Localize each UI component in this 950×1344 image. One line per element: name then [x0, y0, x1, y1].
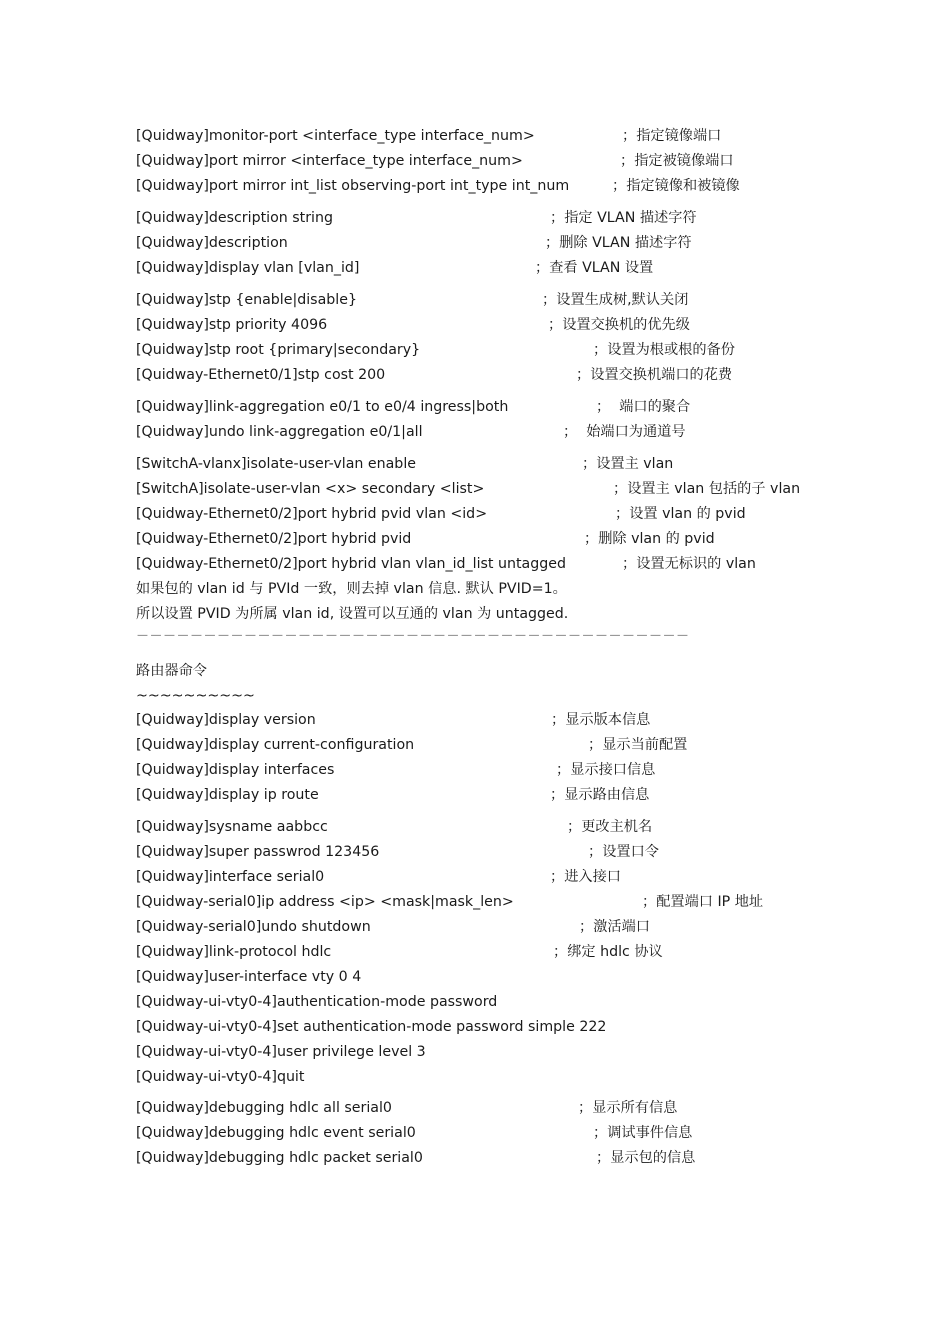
command-line: [Quidway]description — [136, 235, 288, 251]
command-comment: ；设置为根或根的备份 — [593, 342, 735, 358]
command-line: [Quidway]monitor-port <interface_type interface_num> — [136, 128, 535, 144]
command-line: [Quidway]super passwrod 123456 — [136, 844, 380, 860]
command-line: [Quidway]link-aggregation e0/1 to e0/4 ingress|both — [136, 399, 509, 415]
command-comment: ；指定镜像和被镜像 — [612, 178, 740, 194]
command-comment: ；设置主 vlan — [582, 456, 674, 472]
note-text: 如果包的 vlan id 与 PVId 一致，则去掉 vlan 信息. 默认 PVID=1。 — [136, 581, 567, 597]
note-text: 所以设置 PVID 为所属 vlan id, 设置可以互通的 vlan 为 untagged. — [136, 606, 569, 622]
section-heading: 路由器命令 — [136, 663, 207, 679]
command-comment: ；设置主 vlan 包括的子 vlan — [613, 481, 801, 497]
command-line: [Quidway]stp {enable|disable} — [136, 292, 357, 308]
command-comment: ；删除 VLAN 描述字符 — [545, 235, 692, 251]
command-line: [Quidway]sysname aabbcc — [136, 819, 328, 835]
command-line: [SwitchA-vlanx]isolate-user-vlan enable — [136, 456, 416, 472]
command-line: [Quidway]user-interface vty 0 4 — [136, 969, 362, 985]
command-line: [Quidway-Ethernet0/2]port hybrid vlan vlan_id_list untagged — [136, 556, 566, 572]
command-comment: ；配置端口 IP 地址 — [642, 894, 764, 910]
command-line: [Quidway-Ethernet0/2]port hybrid pvid — [136, 531, 412, 547]
command-line: [Quidway]description string — [136, 210, 333, 226]
command-comment: ；显示所有信息 — [578, 1100, 678, 1116]
command-comment: ；进入接口 — [550, 869, 621, 885]
command-comment: ；设置交换机的优先级 — [548, 317, 690, 333]
command-line: [Quidway]display version — [136, 712, 316, 728]
command-line: [Quidway-ui-vty0-4]quit — [136, 1069, 305, 1085]
command-line: [Quidway-ui-vty0-4]authentication-mode password — [136, 994, 498, 1010]
command-comment: ；显示路由信息 — [550, 787, 650, 803]
command-line: [Quidway]debugging hdlc packet serial0 — [136, 1150, 423, 1166]
command-line: [Quidway]display ip route — [136, 787, 319, 803]
command-line: [Quidway-Ethernet0/2]port hybrid pvid vlan <id> — [136, 506, 488, 522]
command-line: [Quidway]link-protocol hdlc — [136, 944, 332, 960]
command-comment: ；设置交换机端口的花费 — [576, 367, 733, 383]
separator-line: －－－－－－－－－－－－－－－－－－－－－－－－－－－－－－－－－－－－－－－－－ — [136, 629, 690, 644]
command-comment: ； 端口的聚合 — [596, 399, 691, 415]
command-comment: ；更改主机名 — [567, 819, 653, 835]
section-underline: ~~~~~~~~~~ — [136, 688, 255, 704]
command-line: [Quidway-ui-vty0-4]set authentication-mode password simple 222 — [136, 1019, 607, 1035]
command-comment: ；设置 vlan 的 pvid — [615, 506, 746, 522]
command-comment: ；设置口令 — [588, 844, 659, 860]
command-comment: ；设置无标识的 vlan — [622, 556, 756, 572]
command-line: [Quidway-serial0]undo shutdown — [136, 919, 371, 935]
command-line: [Quidway]display vlan [vlan_id] — [136, 260, 360, 276]
command-comment: ；查看 VLAN 设置 — [535, 260, 654, 276]
command-comment: ；设置生成树,默认关闭 — [542, 292, 689, 308]
command-line: [Quidway-serial0]ip address <ip> <mask|mask_len> — [136, 894, 514, 910]
command-comment: ；指定镜像端口 — [622, 128, 722, 144]
command-line: [Quidway]display interfaces — [136, 762, 335, 778]
command-comment: ；显示版本信息 — [551, 712, 651, 728]
command-comment: ； 始端口为通道号 — [563, 424, 686, 440]
command-line: [Quidway]debugging hdlc event serial0 — [136, 1125, 416, 1141]
command-comment: ；指定 VLAN 描述字符 — [550, 210, 697, 226]
command-comment: ；显示当前配置 — [588, 737, 688, 753]
command-line: [Quidway]interface serial0 — [136, 869, 325, 885]
command-comment: ；绑定 hdlc 协议 — [553, 944, 663, 960]
command-line: [Quidway]port mirror int_list observing-port int_type int_num — [136, 178, 570, 194]
command-comment: ；显示包的信息 — [596, 1150, 696, 1166]
command-comment: ；激活端口 — [579, 919, 650, 935]
command-line: [Quidway-ui-vty0-4]user privilege level 3 — [136, 1044, 426, 1060]
command-comment: ；删除 vlan 的 pvid — [584, 531, 715, 547]
command-comment: ；指定被镜像端口 — [620, 153, 734, 169]
command-line: [Quidway]stp priority 4096 — [136, 317, 328, 333]
command-line: [Quidway]display current-configuration — [136, 737, 415, 753]
command-comment: ；调试事件信息 — [593, 1125, 693, 1141]
command-line: [Quidway]port mirror <interface_type interface_num> — [136, 153, 523, 169]
command-line: [Quidway-Ethernet0/1]stp cost 200 — [136, 367, 386, 383]
command-line: [SwitchA]isolate-user-vlan <x> secondary <list> — [136, 481, 485, 497]
command-line: [Quidway]stp root {primary|secondary} — [136, 342, 421, 358]
command-line: [Quidway]debugging hdlc all serial0 — [136, 1100, 392, 1116]
command-comment: ；显示接口信息 — [556, 762, 656, 778]
command-line: [Quidway]undo link-aggregation e0/1|all — [136, 424, 423, 440]
